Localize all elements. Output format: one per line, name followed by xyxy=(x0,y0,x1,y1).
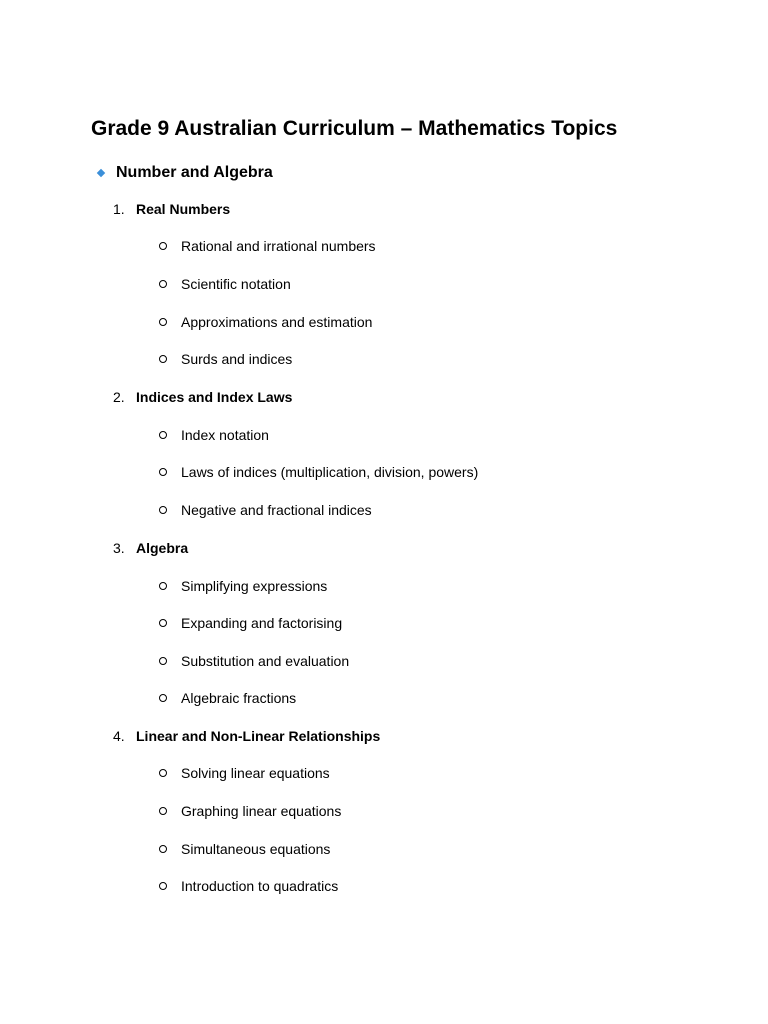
topic-heading xyxy=(0,200,768,218)
list-item-label: Graphing linear equations xyxy=(181,803,342,819)
circle-bullet-icon xyxy=(159,657,167,665)
diamond-bullet-icon xyxy=(97,169,105,177)
list-item xyxy=(0,275,768,293)
list-item-label: Simplifying expressions xyxy=(181,578,328,594)
circle-bullet-icon xyxy=(159,807,167,815)
topic-heading xyxy=(0,727,768,745)
section-heading xyxy=(0,162,768,184)
circle-bullet-icon xyxy=(159,242,167,250)
topic-heading xyxy=(0,539,768,557)
list-item xyxy=(0,577,768,595)
list-item-label: Index notation xyxy=(181,427,269,443)
list-item-label: Substitution and evaluation xyxy=(181,653,350,669)
list-item-label: Negative and fractional indices xyxy=(181,502,372,518)
list-item-label: Rational and irrational numbers xyxy=(181,238,376,254)
circle-bullet-icon xyxy=(159,845,167,853)
circle-bullet-icon xyxy=(159,506,167,514)
list-item xyxy=(0,237,768,255)
list-item-label: Algebraic fractions xyxy=(181,690,297,706)
list-item-label: Simultaneous equations xyxy=(181,841,331,857)
topic-number: 3. xyxy=(113,540,125,556)
list-item-label: Surds and indices xyxy=(181,351,293,367)
circle-bullet-icon xyxy=(159,619,167,627)
section-title: Number and Algebra xyxy=(116,164,273,181)
circle-bullet-icon xyxy=(159,882,167,890)
circle-bullet-icon xyxy=(159,355,167,363)
list-item-label: Approximations and estimation xyxy=(181,314,373,330)
circle-bullet-icon xyxy=(159,280,167,288)
list-item xyxy=(0,764,768,782)
topic-number: 2. xyxy=(113,389,125,405)
list-item xyxy=(0,840,768,858)
topic-number: 1. xyxy=(113,201,125,217)
list-item xyxy=(0,652,768,670)
list-item xyxy=(0,501,768,519)
circle-bullet-icon xyxy=(159,468,167,476)
topic-heading xyxy=(0,388,768,406)
list-item xyxy=(0,426,768,444)
topic-label: Indices and Index Laws xyxy=(136,389,293,405)
circle-bullet-icon xyxy=(159,694,167,702)
list-item-label: Introduction to quadratics xyxy=(181,878,339,894)
list-item xyxy=(0,313,768,331)
list-item xyxy=(0,614,768,632)
circle-bullet-icon xyxy=(159,431,167,439)
list-item-label: Scientific notation xyxy=(181,276,291,292)
list-item xyxy=(0,350,768,368)
topic-label: Algebra xyxy=(136,540,189,556)
list-item xyxy=(0,877,768,895)
topic-number: 4. xyxy=(113,728,125,744)
list-item-label: Laws of indices (multiplication, division, powers) xyxy=(181,464,479,480)
list-item-label: Expanding and factorising xyxy=(181,615,343,631)
topic-label: Linear and Non-Linear Relationships xyxy=(136,728,381,744)
list-item-label: Solving linear equations xyxy=(181,765,330,781)
circle-bullet-icon xyxy=(159,582,167,590)
circle-bullet-icon xyxy=(159,318,167,326)
list-item xyxy=(0,802,768,820)
circle-bullet-icon xyxy=(159,769,167,777)
list-item xyxy=(0,689,768,707)
page-title: Grade 9 Australian Curriculum – Mathematics Topics xyxy=(91,117,618,140)
topic-label: Real Numbers xyxy=(136,201,231,217)
list-item xyxy=(0,463,768,481)
